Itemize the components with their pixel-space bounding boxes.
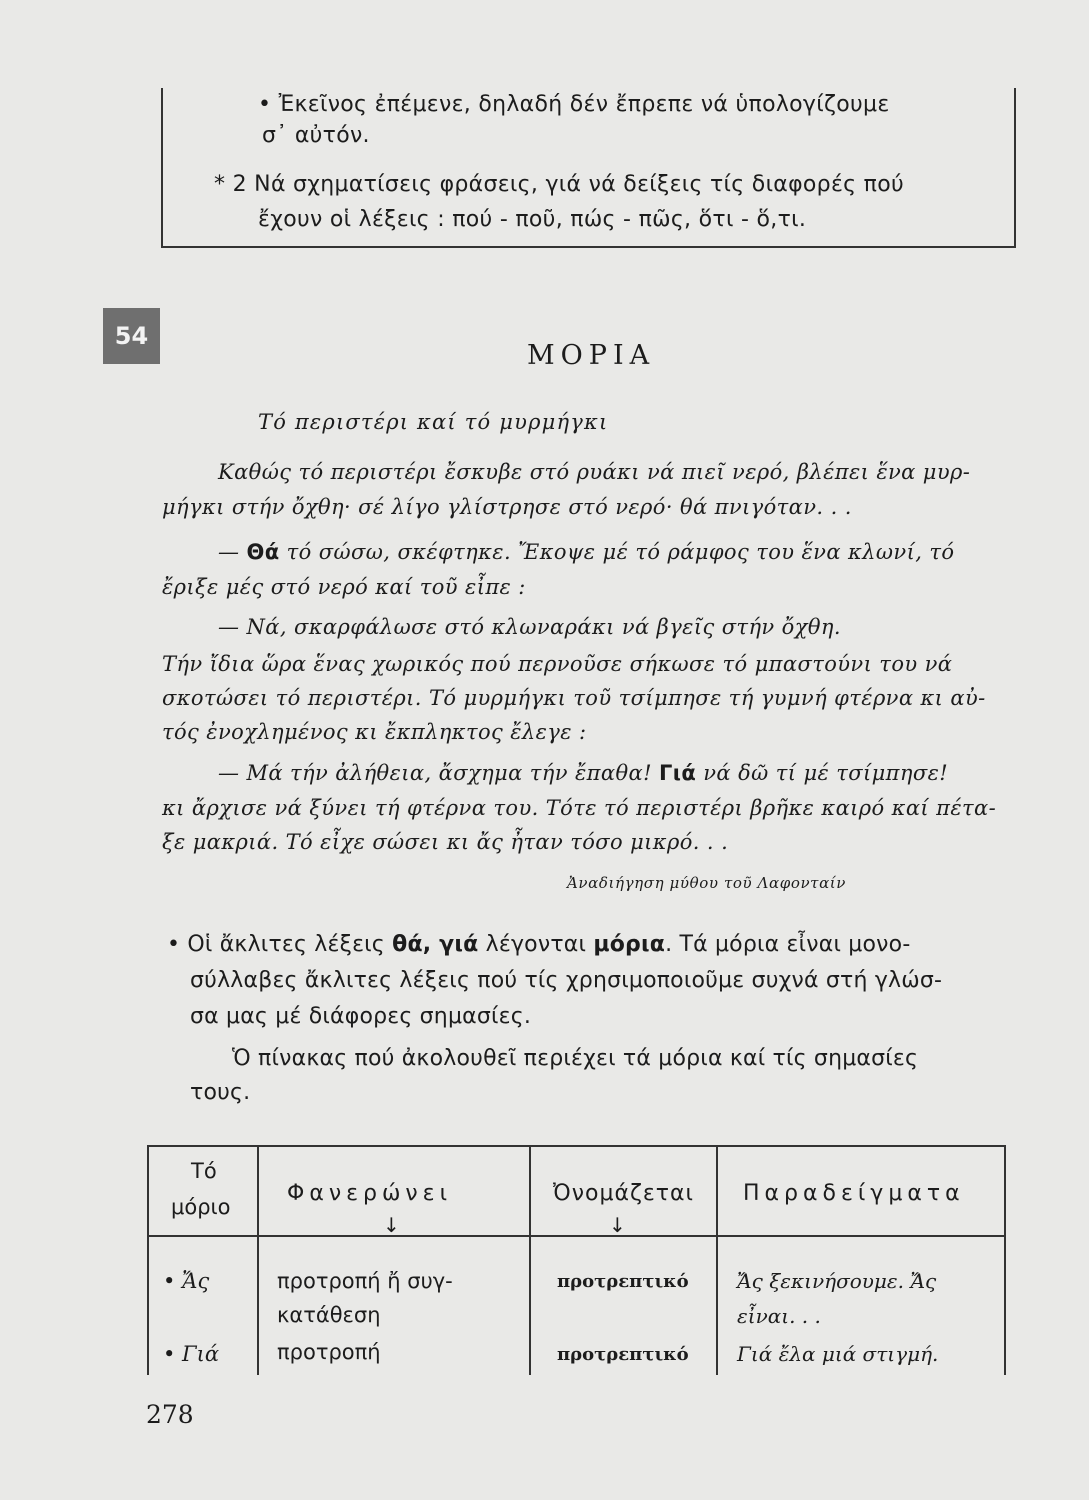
explanation-line-1: • Οἱ ἄκλιτες λέξεις θά, γιά λέγονται μόρια. Τά μόρια εἶναι μονο- [167, 932, 911, 957]
row-2-meaning: προτροπή [277, 1340, 381, 1364]
table-col-divider-3 [716, 1147, 718, 1375]
story-line-11: ξε μακριά. Τό εἶχε σώσει κι ἄς ἦταν τόσο μικρό. . . [162, 830, 729, 854]
particles-table [147, 1145, 1006, 1375]
row-1-example-line-2: εἶναι. . . [737, 1304, 821, 1328]
story-line-1: Καθώς τό περιστέρι ἔσκυβε στό ρυάκι νά πιεῖ νερό, βλέπει ἕνα μυρ- [218, 460, 971, 484]
header-name: Ὀνομάζεται [553, 1181, 694, 1206]
row-1-meaning-line-1: προτροπή ἤ συγ- [277, 1269, 453, 1293]
story-line-3: — Θά τό σώσω, σκέφτηκε. Ἔκοψε μέ τό ράμφος του ἕνα κλωνί, τό [218, 540, 955, 564]
lesson-title: ΜΟΡΙΑ [527, 340, 656, 371]
story-line-6: Τήν ἴδια ὥρα ἕνας χωρικός πού περνοῦσε σήκωσε τό μπαστούνι του νά [162, 652, 953, 676]
header-meaning: Φανερώνει [287, 1181, 453, 1206]
header-particle-line-1: Τό [191, 1159, 217, 1183]
row-2-particle: • Γιά [163, 1342, 220, 1366]
story-line-7: σκοτώσει τό περιστέρι. Τό μυρμήγκι τοῦ τσίμπησε τή γυμνή φτέρνα κι αὐ- [162, 686, 986, 710]
exercise-line-4: ἔχουν οἱ λέξεις : πού - ποῦ, πώς - πῶς, ὅτι - ὅ,τι. [258, 207, 807, 232]
story-title: Τό περιστέρι καί τό μυρμήγκι [258, 410, 609, 434]
row-1-name: προτρεπτικό [557, 1271, 689, 1292]
story-line-4: ἔριξε μές στό νερό καί τοῦ εἶπε : [162, 575, 526, 599]
row-1-example-line-1: Ἄς ξεκινήσουμε. Ἄς [737, 1269, 937, 1293]
header-particle-line-2: μόριο [171, 1195, 231, 1219]
exercise-line-1: • Ἐκεῖνος ἐπέμενε, δηλαδή δέν ἔπρεπε νά ὑπολογίζουμε [258, 92, 890, 117]
row-1-particle: • Ἄς [163, 1269, 210, 1293]
explanation-line-4: Ὁ πίνακας πού ἀκολουθεῖ περιέχει τά μόρια καί τίς σημασίες [232, 1046, 919, 1071]
explanation-line-2: σύλλαβες ἄκλιτες λέξεις πού τίς χρησιμοποιοῦμε συχνά στή γλώσ- [190, 968, 943, 993]
header-examples: Παραδείγματα [743, 1181, 965, 1206]
row-1-meaning-line-2: κατάθεση [277, 1303, 381, 1327]
table-col-divider-1 [257, 1147, 259, 1375]
story-line-9: — Μά τήν ἀλήθεια, ἄσχημα τήν ἔπαθα! Γιά νά δῶ τί μέ τσίμπησε! [218, 761, 949, 785]
story-line-10: κι ἄρχισε νά ξύνει τή φτέρνα του. Τότε τό περιστέρι βρῆκε καιρό καί πέτα- [162, 796, 997, 820]
story-source: Ἀναδιήγηση μύθου τοῦ Λαφονταίν [567, 874, 846, 892]
row-2-name: προτρεπτικό [557, 1344, 689, 1365]
explanation-line-3: σα μας μέ διάφορες σημασίες. [190, 1004, 532, 1029]
explanation-line-5: τους. [190, 1080, 251, 1105]
story-line-5: — Νά, σκαρφάλωσε στό κλωναράκι νά βγεῖς στήν ὄχθη. [218, 615, 841, 639]
header-name-arrow: ↓ [609, 1213, 626, 1237]
table-header-divider [149, 1235, 1004, 1237]
header-meaning-arrow: ↓ [383, 1213, 400, 1237]
table-col-divider-2 [529, 1147, 531, 1375]
page-number: 278 [146, 1400, 194, 1429]
exercise-line-2: σ᾿ αὐτόν. [262, 123, 370, 148]
lesson-number-badge: 54 [103, 308, 160, 364]
story-line-8: τός ἐνοχλημένος κι ἔκπληκτος ἔλεγε : [162, 720, 587, 744]
row-2-example: Γιά ἔλα μιά στιγμή. [737, 1342, 939, 1366]
exercise-line-3: * 2 Νά σχηματίσεις φράσεις, γιά νά δείξεις τίς διαφορές πού [214, 172, 904, 197]
story-line-2: μήγκι στήν ὄχθη· σέ λίγο γλίστρησε στό νερό· θά πνιγόταν. . . [162, 495, 852, 519]
